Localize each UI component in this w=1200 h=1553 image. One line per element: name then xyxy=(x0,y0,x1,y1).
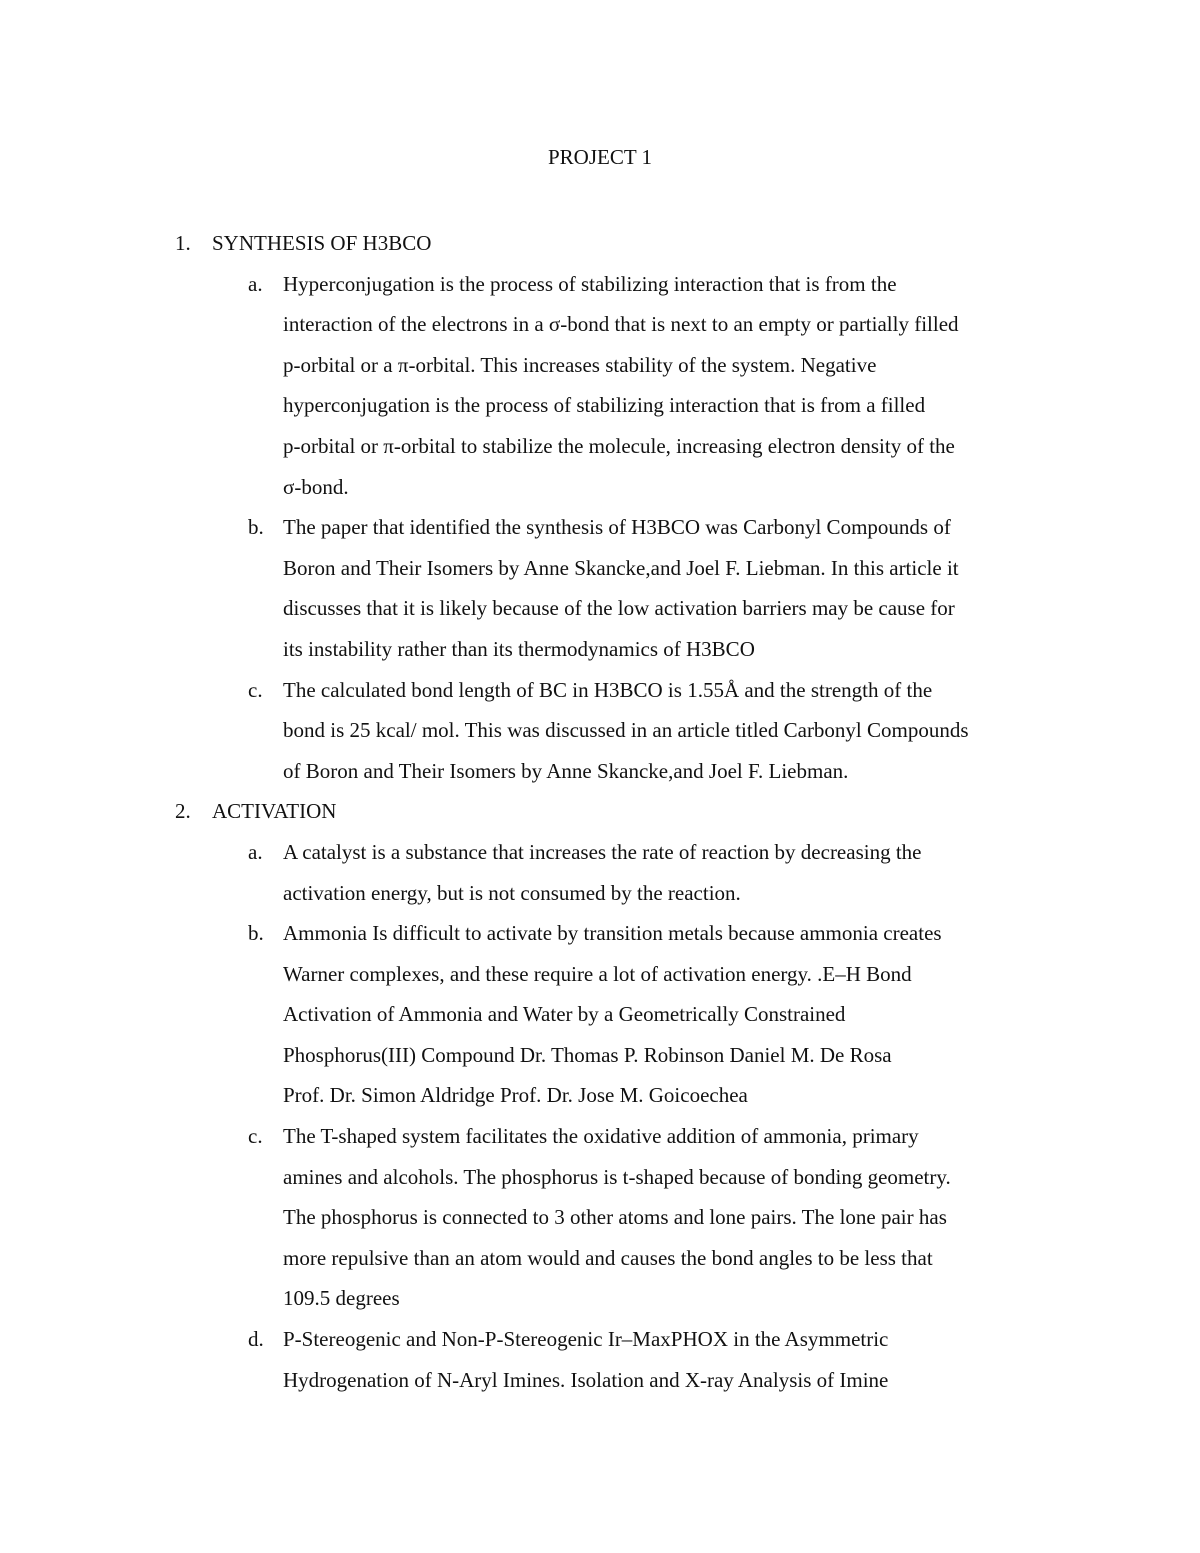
item-letter: b. xyxy=(248,921,264,946)
item-letter: b. xyxy=(248,515,264,540)
item-letter: d. xyxy=(248,1327,264,1352)
section-heading: SYNTHESIS OF H3BCO xyxy=(212,231,432,255)
item-text: Hyperconjugation is the process of stabilizing interaction that is from the interaction of the electrons in a σ-bond that is next to an empty or partially filled p-orbital or a π-orbital. This increases stability of the system. Negative hyperconjugation is the process of stabilizing interaction that is from a filled p-orbital or π-orbital to stabilize the molecule, increasing electron density of the σ-bond. xyxy=(283,271,959,499)
section-heading-row xyxy=(0,791,1200,832)
section-activation xyxy=(0,791,1200,1400)
list-item xyxy=(0,670,1061,792)
section-heading: ACTIVATION xyxy=(212,799,337,824)
item-text: The paper that identified the synthesis of H3BCO was Carbonyl Compounds of Boron and Their Isomers by Anne Skancke,and Joel F. Liebman. In this article it discusses that it is likely because of the low activation barriers may be cause for its instability rather than its thermodynamics of H3BCO xyxy=(283,515,959,661)
section-number: 1. xyxy=(175,231,191,255)
item-text: A catalyst is a substance that increases the rate of reaction by decreasing the activation energy, but is not consumed by the reaction. xyxy=(283,839,922,905)
item-letter: c. xyxy=(248,1124,263,1149)
item-letter: a. xyxy=(248,839,263,864)
item-list xyxy=(0,264,1200,792)
item-text: The T-shaped system facilitates the oxidative addition of ammonia, primary amines and alcohols. The phosphorus is t-shaped because of bonding geometry. The phosphorus is connected to 3 other atoms and lone pairs. The lone pair has more repulsive than an atom would and causes the bond angles to be less that 109.5 degrees xyxy=(283,1124,951,1311)
list-item xyxy=(0,507,1061,669)
list-item xyxy=(0,1319,1061,1400)
item-text: The calculated bond length of BC in H3BCO is 1.55Å and the strength of the bond is 25 kcal/ mol. This was discussed in an article titled Carbonyl Compounds of Boron and Their Isomers by Anne Skancke,and Joel F. Liebman. xyxy=(283,677,969,783)
section-heading-row xyxy=(0,223,1200,264)
item-text: P-Stereogenic and Non-P-Stereogenic Ir–MaxPHOX in the Asymmetric Hydrogenation of N-Aryl Imines. Isolation and X-ray Analysis of Imine xyxy=(283,1327,889,1392)
list-item xyxy=(0,913,1061,1116)
item-letter: a. xyxy=(248,271,263,296)
page-title: PROJECT 1 xyxy=(547,145,653,169)
item-text: Ammonia Is difficult to activate by transition metals because ammonia creates Warner complexes, and these require a lot of activation energy. .E–H Bond Activation of Ammonia and Water by a Geometrically Constrained Phosphorus(III) Compound Dr. Thomas P. Robinson Daniel M. De Rosa Prof. Dr. Simon Aldridge Prof. Dr. Jose M. Goicoechea xyxy=(283,921,942,1108)
list-item xyxy=(0,264,1061,508)
section-list xyxy=(0,223,1200,1400)
section-synthesis xyxy=(0,223,1200,791)
item-list xyxy=(0,832,1200,1400)
item-letter: c. xyxy=(248,677,263,702)
list-item xyxy=(0,1116,1061,1319)
list-item xyxy=(0,832,1061,913)
section-number: 2. xyxy=(175,799,191,824)
